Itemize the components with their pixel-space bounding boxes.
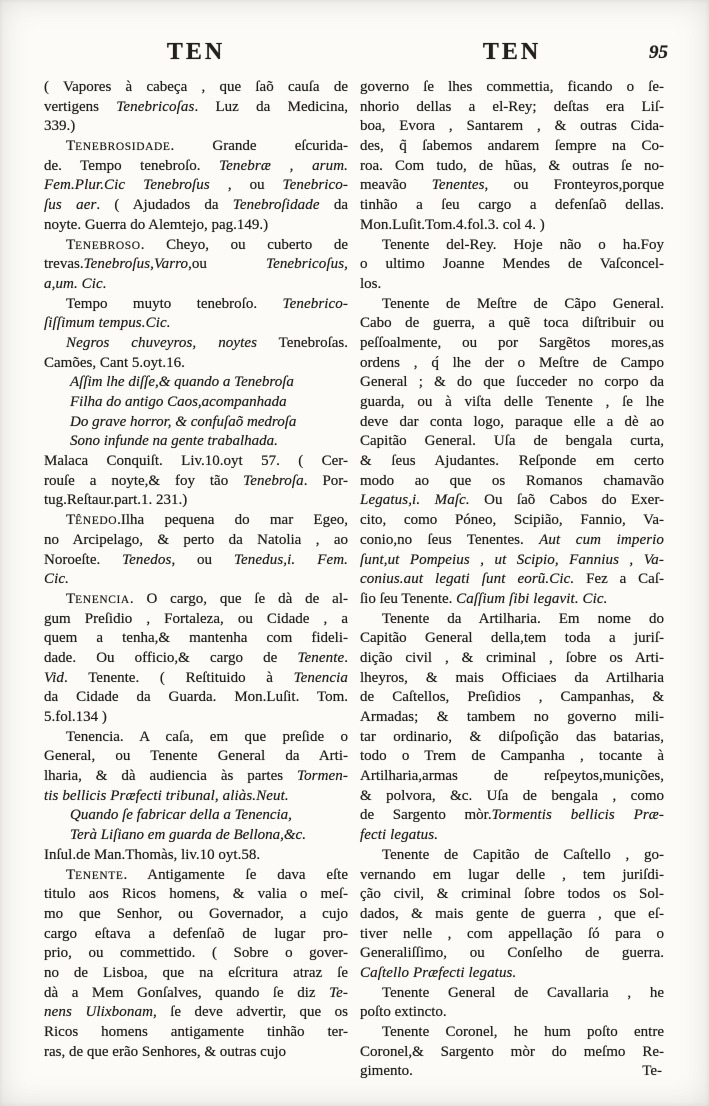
text-line: de Caſtellos, Preſidios , Campanhas, & [360,689,664,706]
text-line: no Arcipelago, & perto da Natolia , ao [44,531,348,548]
text-line: Vid. Tenente. ( Reſtituido à Tenencia [44,669,348,686]
text-line: no de Lisboa, que na eſcritura atraz ſe [44,964,348,981]
text-line: tinhão a ſeu cargo a defenſaõ dellas. [360,197,664,214]
text-line: ſunt,ut Pompeius , ut Scipio, Fannius , Va- [360,551,664,568]
text-line: Quando ſe fabricar della a Tenencia, [70,807,292,824]
text-line: TENEBROSO. Cheyo, ou cuberto de [66,236,348,253]
text-line: lharia, & dà audiencia às partes Tormen- [44,768,348,785]
paragraph [44,452,348,511]
text-line: Tenente General de Cavallaria , he [382,984,664,1001]
text-line: TENENCIA. O cargo, que ſe dà de al- [66,590,348,607]
paragraph [44,334,348,373]
text-line: Tenencia. A caſa, em que preſide o [66,728,348,745]
text-line: General ; & do que ſucceder no corpo da [360,374,664,391]
paragraph [44,511,348,590]
catchword: Te- [642,1063,662,1080]
text-line: Inſul.de Man.Thomàs, liv.10 oyt.58. [44,846,261,863]
text-line: vertigens Tenebricoſas. Luz da Medicina, [44,98,349,115]
text-line: ſio ſeu Tenente. Caſſium ſibi legavit. Cic. [360,590,608,607]
paragraph [44,846,348,866]
text-line: 339.) [44,118,76,135]
text-line: vernando em lugar delle , tem juriſdi- [360,866,664,883]
text-line: ſiſſimum tempus.Cic. [44,315,171,332]
paragraph [360,78,664,236]
right-column [360,78,664,1082]
headword-small-caps: ÊNEDO [75,515,118,528]
text-line: Negros chuveyros, noytes Tenebroſas. [66,334,348,351]
text-line: rouſe a noyte,& foy tão Tenebroſa. Por- [44,472,348,489]
text-line: ção civil, & criminal ſobre todos os Sol- [360,886,664,903]
paragraph [360,984,664,1023]
text-line: conio,no ſeus Tenentes. Aut cum imperio [360,531,665,548]
text-line: Armadas; & tambem no governo mili- [360,709,664,725]
text-line: ſus aer. ( Ajudados da Tenebroſidade da [44,197,348,214]
text-line: gimento. Te- [360,1062,664,1082]
text-line: o ultimo Joanne Mendes de Vaſconcel- [360,256,664,273]
text-line: Terà Liſiano em guarda de Bellona,&c. [70,827,306,844]
text-line: dição civil , & criminal , ſobre os Arti- [360,649,664,666]
text-line: Tenente da Artilharia. Em nome do [382,610,664,627]
text-line: deve dar conta logo, paraque elle a dè ao [360,413,664,430]
text-line: TÊNEDO.Ilha pequena do mar Egeo, [66,512,348,529]
text-columns [44,78,668,1082]
text-line: los. [360,275,382,292]
text-line: Sono infunde na gente trabalhada. [70,433,278,450]
text-line: Filha do antigo Caos,acompanhada [70,394,287,410]
text-line: & ſeus Ajudantes. Reſponde em certo [360,453,664,470]
text-line: de. Tempo tenebroſo. Tenebræ , arum. [44,157,348,174]
text-line: Cabo de guerra, a quẽ toca diſtribuir ou [360,315,664,332]
paragraph [44,373,348,452]
text-line: Capitão General della,tem toda a juriſ- [360,630,664,647]
paragraph [44,590,348,728]
text-line: des, q̃ ſabemos andarem ſempre na Co- [360,138,664,155]
text-line: ordens , q́ lhe der o Meſtre de Campo [360,354,664,371]
text-line: governo ſe lhes commettia, ficando o ſe- [360,79,664,95]
paragraph [44,728,348,807]
text-line: dade. Ou officio,& cargo de Tenente. [44,649,348,666]
headword-small-caps: ENEBROSO [75,239,141,252]
text-line: roa. Com tudo, de hũas, & outras ſe no- [360,157,664,174]
text-line: boa, Evora , Santarem , & outras Cida- [360,118,664,135]
paragraph [360,610,664,846]
text-line: meavão Tenentes, ou Fronteyros,porque [360,177,664,194]
paragraph [44,806,348,845]
headword-small-caps: ENENCIA [75,593,130,606]
text-line: Camões, Cant 5.oyt.16. [44,354,185,371]
text-line: Artilharia,armas de reſpeytos,munições, [360,768,664,785]
text-line: dà a Mem Gonſalves, quando ſe diz Te- [44,984,348,1001]
text-line: cargo eſtava a defenſaõ de lugar pro- [44,925,348,942]
text-line: Mon.Luſit.Tom.4.fol.3. col 4. ) [360,216,545,233]
text-line: mo que Senhor, ou Governador, a cujo [44,905,348,922]
paragraph [44,137,348,235]
text-line: Tenente Coronel, he hum poſto entre [382,1024,664,1040]
text-line: Noroeſte. Tenedos, ou Tenedus,i. Fem. [44,551,348,568]
text-line: tug.Reſtaur.part.1. 231.) [44,492,188,509]
text-line: de Sargento mòr.Tormentis bellicis Præ- [360,807,665,824]
text-line: prio, ou commettido. ( Sobre o gover- [44,945,348,962]
text-line: todo o Trem de Campanha , tocante à [360,748,664,765]
text-line: Ricos homens antigamente tinhão ter- [44,1024,348,1040]
text-line: TENEBROSIDADE. Grande eſcurida- [66,138,348,155]
text-line: Fem.Plur.Cic Tenebroſus , ou Tenebrico- [44,177,348,194]
text-line: noyte. Guerra do Alemtejo, pag.149.) [44,216,269,233]
text-line: tiver nelle , com appellação ſó para o [360,925,664,942]
text-line: General, ou Tenente General da Arti- [44,748,348,765]
text-line: Tenente de Capitão de Caſtello , go- [382,846,664,863]
text-line: nens Ulixbonam, ſe deve advertir, que os [44,1004,348,1021]
text-line: Legatus,i. Maſc. Ou ſaõ Cabos do Exer- [360,492,665,509]
text-line: ras, de que erão Senhores, & outras cujo [44,1043,287,1060]
running-head-right: TEN [482,39,542,65]
paragraph [360,295,664,610]
text-line: conius.aut legati ſunt eorũ.Cic. Fez a Caſ- [360,571,664,588]
text-line: Aſſim lhe diſſe,& quando a Tenebroſa [70,374,294,391]
text-line: Caſtello Præfecti legatus. [360,964,517,981]
text-line: titulo aos Ricos homens, & valia o meſ- [44,886,348,903]
text-line: modo ao que os Romanos chamavão [360,472,664,489]
left-column [44,78,348,1082]
text-line: Tenente del-Rey. Hoje não o ha.Foy [382,236,664,253]
text-line: Coronel,& Sargento mòr do meſmo Re- [360,1043,664,1060]
paragraph [44,866,348,1063]
text-line: Tenente de Meſtre de Cãpo General. [382,295,664,312]
page-number: 95 [649,42,668,63]
paragraph [360,846,664,984]
text-line: tis bellicis Præfecti tribunal, aliàs.Neut. [44,787,289,804]
text-line: quem a tenha,& mantenha com fideli- [44,630,348,647]
text-line: cito, como Póneo, Scipião, Fannio, Va- [360,512,664,529]
text-line: ( Vapores à cabeça , que ſaõ cauſa de [44,79,348,95]
text-line: tar ordinario, & diſpoſição das batarias, [360,728,664,745]
text-line: gum Preſidio , Fortaleza, ou Cidade , a [44,610,348,627]
paragraph [44,78,348,137]
text-line: da Cidade da Guarda. Mon.Luſit. Tom. [44,689,348,706]
text-line: 5.fol.134 ) [44,709,107,725]
text-line: peſſoalmente, ou por Sargẽtos mores,as [360,334,664,351]
text-line: Cic. [44,571,69,588]
text-line: fecti legatus. [360,827,439,844]
paragraph [44,295,348,334]
text-line: nhorio dellas a el-Rey; deſtas era Liſ- [360,98,664,115]
text-line: Do grave horror, & confuſaõ medroſa [70,413,297,430]
text-line: Capitão General. Uſa de bengala curta, [360,433,664,450]
paragraph [360,236,664,295]
paragraph [360,1023,664,1082]
headword-small-caps: ENEBROSIDADE [75,141,171,154]
running-head-left: TEN [166,39,226,65]
text-line: trevas.Tenebroſus,Varro,ou Tenebricoſus, [44,256,348,273]
text-line: Malaca Conquiſt. Liv.10.oyt 57. ( Cer- [44,453,348,470]
text-line: Tempo muyto tenebroſo. Tenebrico- [66,295,348,312]
text-line: guarda, ou à viſta delle Tenente , ſe lhe [360,394,664,410]
text-line: lheyros, & mais Officiaes da Artilharia [360,669,664,686]
text-line: TENENTE. Antigamente ſe dava eſte [66,866,348,883]
running-head [44,38,668,72]
text-line: poſto extincto. [360,1004,447,1021]
text-line: Generaliſſimo, ou Conſelho de guerra. [360,945,664,962]
headword-small-caps: ENENTE [75,869,124,882]
text-line: a,um. Cic. [44,275,107,292]
text-line: dados, & mais gente de guerra , que eſ- [360,905,664,922]
paragraph [44,236,348,295]
text-line: & polvora, &c. Uſa de bengala , como [360,787,664,804]
